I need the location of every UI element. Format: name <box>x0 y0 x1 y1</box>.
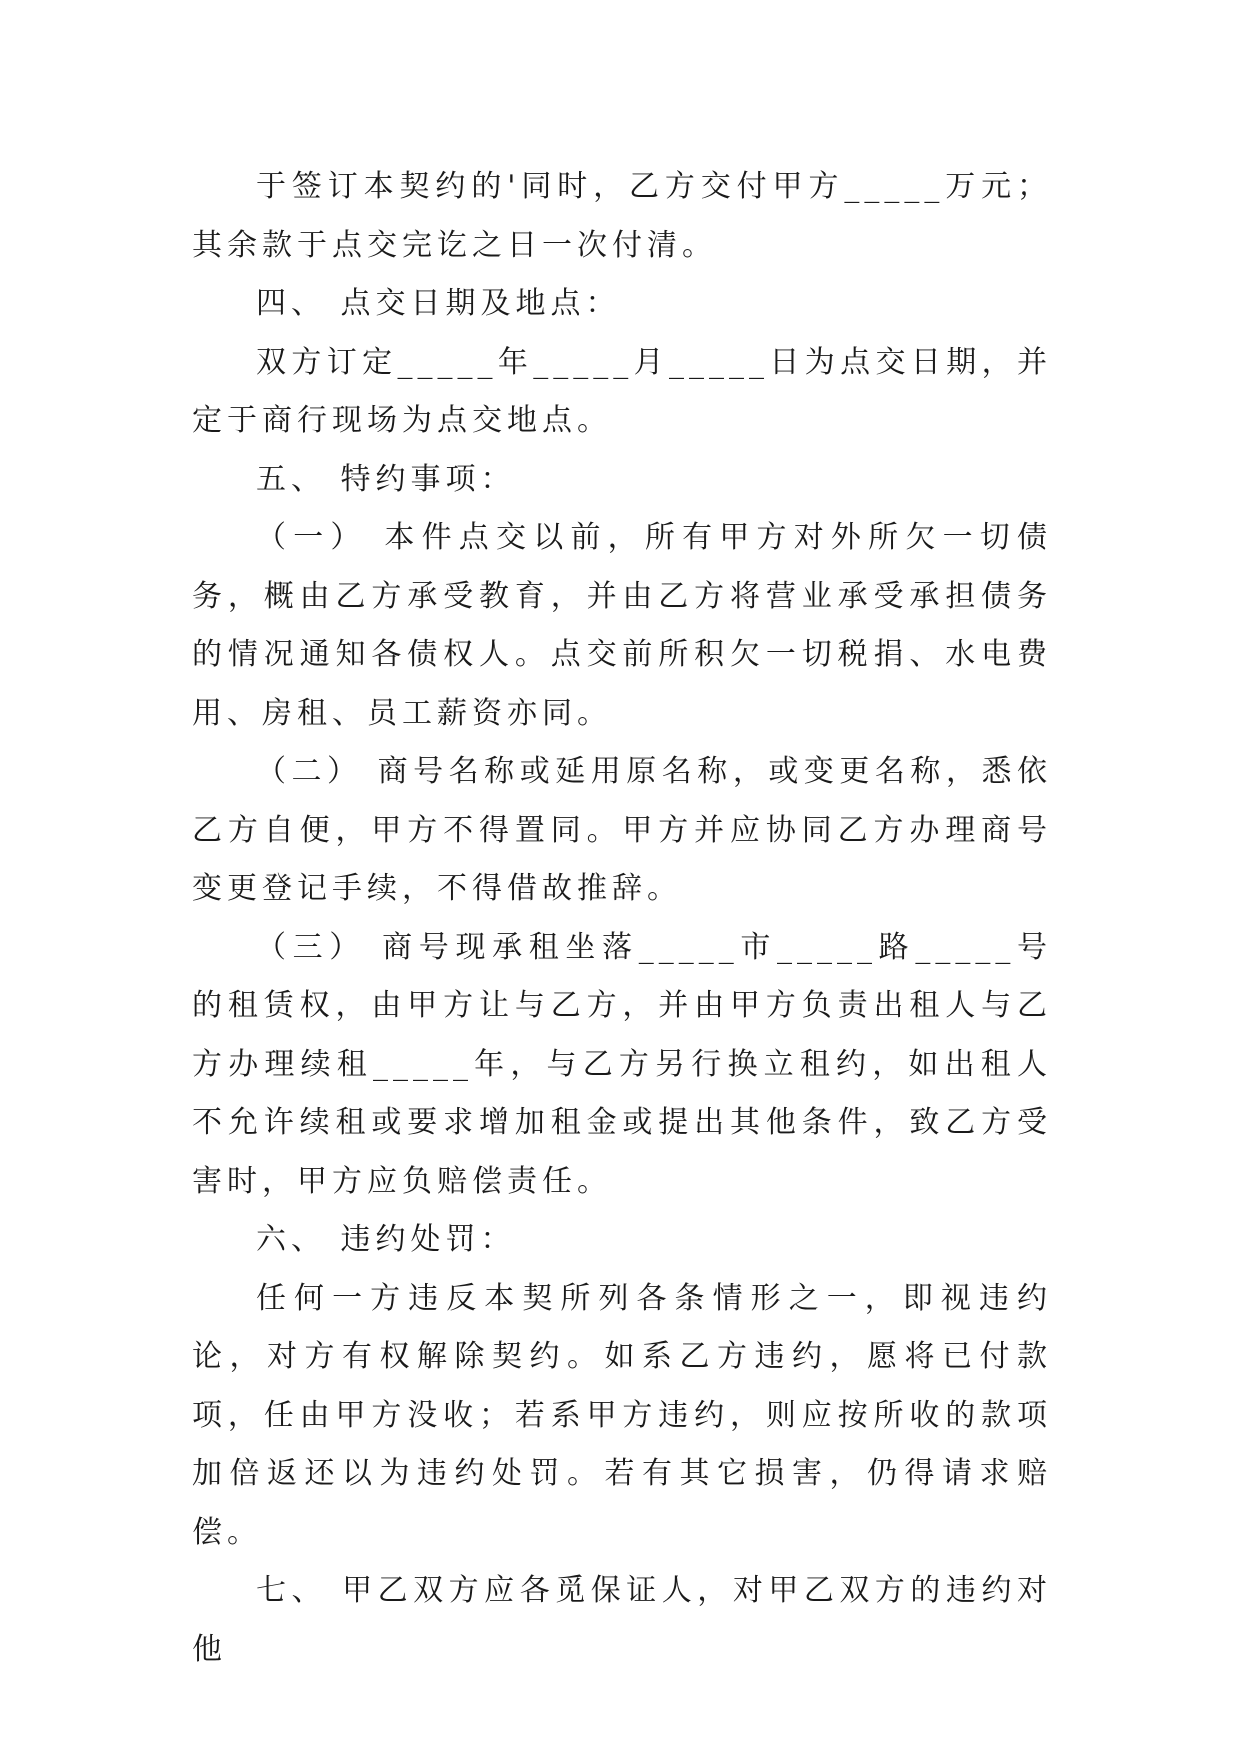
paragraph-breach-penalty: 任何一方违反本契所列各条情形之一，即视违约论，对方有权解除契约。如系乙方违约，愿将已付款项，任由甲方没收；若系甲方违约，则应按所收的款项加倍返还以为违约处罚。若有其它损害，仍得请求赔偿。 <box>192 1280 1052 1550</box>
heading-breach-penalty: 六、 违约处罚： <box>256 1222 516 1257</box>
paragraph-payment-terms: 于签订本契约的'同时，乙方交付甲方_____万元；其余款于点交完讫之日一次付清。 <box>192 169 1052 263</box>
heading-handover-date-place: 四、 点交日期及地点： <box>256 286 621 321</box>
paragraph-guarantors: 七、 甲乙双方应各觅保证人，对甲乙双方的违约对他 <box>192 1573 1052 1667</box>
document-page <box>192 158 1052 1679</box>
heading-special-terms: 五、 特约事项： <box>256 461 516 497</box>
paragraph-special-term-3: （三） 商号现承租坐落_____市_____路_____号的租赁权，由甲方让与乙方，并由甲方负责出租人与乙方办理续租_____年，与乙方另行换立租约，如出租人不允许续租或要求增加租金或提出其他条件，致乙方受害时，甲方应负赔偿责任。 <box>192 929 1052 1199</box>
paragraph-special-term-2: （二） 商号名称或延用原名称，或变更名称，悉依乙方自便，甲方不得置同。甲方并应协同乙方办理商号变更登记手续，不得借故推辞。 <box>192 754 1052 906</box>
paragraph-handover-date: 双方订定_____年_____月_____日为点交日期，并定于商行现场为点交地点。 <box>192 344 1052 438</box>
paragraph-special-term-1: （一） 本件点交以前，所有甲方对外所欠一切债务，概由乙方承受教育，并由乙方将营业承受承担债务的情况通知各债权人。点交前所积欠一切税捐、水电费用、房租、员工薪资亦同。 <box>192 520 1052 731</box>
